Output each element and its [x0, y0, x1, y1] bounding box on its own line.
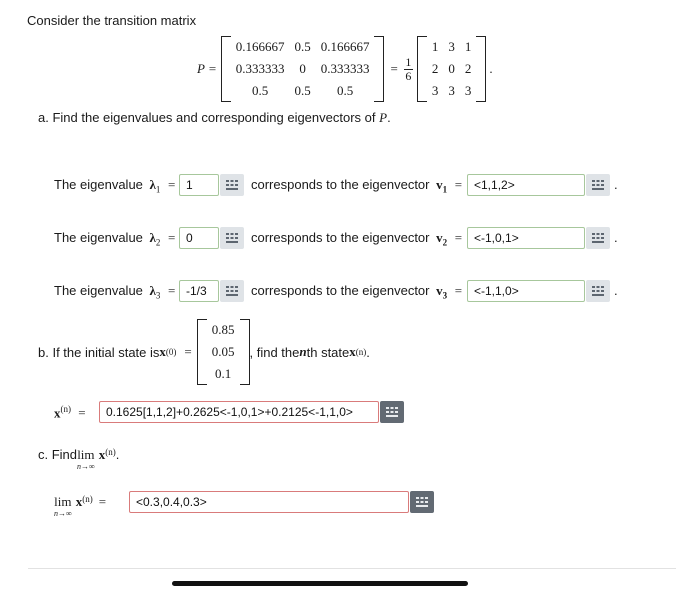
eigenvalue-keypad-button[interactable]	[220, 174, 244, 196]
matrix-cell: 0.333333	[235, 61, 285, 76]
xn-keypad-button[interactable]	[380, 401, 404, 423]
matrix-cell: 2	[464, 61, 472, 76]
corresponds-label: corresponds to the eigenvector $v_2$ =	[251, 230, 463, 248]
eigenvalue-input[interactable]: 0	[179, 227, 219, 249]
home-indicator	[172, 581, 468, 586]
eigenvector-keypad-button[interactable]	[586, 174, 610, 196]
matrix-cell: 0.5	[294, 83, 311, 98]
xn-label: $x^{(n)}$ =	[54, 404, 86, 421]
keypad-icon	[592, 180, 604, 190]
eigenvalue-keypad-button[interactable]	[220, 280, 244, 302]
limit-label: lim n→∞ x $^{(n)}$ =	[54, 494, 107, 518]
matrix-cell: 0.05	[211, 344, 235, 359]
matrix-cell: 0.166667	[320, 39, 370, 54]
equals-sign: =	[390, 61, 398, 76]
eigenvalue-input[interactable]: 1	[179, 174, 219, 196]
matrix-end: .	[489, 61, 493, 76]
row-end: .	[614, 177, 618, 192]
keypad-icon	[226, 233, 238, 243]
corresponds-label: corresponds to the eigenvector $v_3$ =	[251, 283, 463, 301]
eigenvalue-input[interactable]: -1/3	[179, 280, 219, 302]
divider	[28, 568, 676, 569]
eigenvector-input[interactable]: <1,1,2>	[467, 174, 585, 196]
intro-text: Consider the transition matrix	[27, 13, 197, 28]
matrix-cell: 0.5	[251, 83, 269, 98]
eigenvector-input[interactable]: <-1,1,0>	[467, 280, 585, 302]
matrix-P	[221, 36, 385, 102]
matrix-cell: 1	[464, 39, 472, 54]
matrix-cell: 0.333333	[320, 61, 370, 76]
part-a-prompt: a. Find the eigenvalues and corresponding eigenvectors of P.	[38, 110, 391, 125]
matrix-int	[417, 36, 487, 102]
limit-keypad-button[interactable]	[410, 491, 434, 513]
matrix-cell: 3	[464, 83, 472, 98]
eigenvector-input[interactable]: <-1,0,1>	[467, 227, 585, 249]
part-b-prompt: b. If the initial state is x (0) = 0.85 0.05 0.1 , find the n th state x (n) .	[38, 323, 370, 381]
keypad-icon	[592, 233, 604, 243]
eigenvector-keypad-button[interactable]	[586, 280, 610, 302]
keypad-icon	[226, 180, 238, 190]
keypad-icon	[592, 286, 604, 296]
corresponds-label: corresponds to the eigenvector $v_1$ =	[251, 177, 463, 195]
matrix-lhs: P =	[197, 61, 217, 76]
part-c-prompt: c. Find lim n→∞ x $^{(n)}$ .	[38, 447, 120, 471]
xn-answer-input[interactable]: 0.1625[1,1,2]+0.2625<-1,0,1>+0.2125<-1,1,0>	[99, 401, 379, 423]
row-end: .	[614, 283, 618, 298]
fraction-numerator: 1	[405, 54, 412, 69]
matrix-cell: 2	[431, 61, 439, 76]
eigenvalue-label: The eigenvalue $\lambda_1$ =	[54, 177, 176, 195]
keypad-icon	[226, 286, 238, 296]
matrix-cell: 3	[448, 83, 455, 98]
keypad-icon	[416, 497, 428, 507]
initial-state-vector	[197, 319, 250, 385]
matrix-cell: 1	[431, 39, 439, 54]
matrix-cell: 0.5	[294, 39, 311, 54]
matrix-cell: 0	[299, 61, 306, 76]
limit-answer-input[interactable]: <0.3,0.4,0.3>	[129, 491, 409, 513]
matrix-cell: 3	[431, 83, 439, 98]
matrix-cell: 0.5	[336, 83, 354, 98]
eigenvalue-label: The eigenvalue $\lambda_3$ =	[54, 283, 176, 301]
keypad-icon	[386, 407, 398, 417]
eigenvalue-keypad-button[interactable]	[220, 227, 244, 249]
fraction	[404, 56, 413, 83]
matrix-cell: 0.85	[211, 322, 235, 337]
matrix-equation	[197, 40, 493, 98]
eigenvalue-label: The eigenvalue $\lambda_2$ =	[54, 230, 176, 248]
matrix-cell: 0.1	[215, 366, 232, 381]
matrix-cell: 0.166667	[235, 39, 285, 54]
eigenvector-keypad-button[interactable]	[586, 227, 610, 249]
fraction-denominator: 6	[405, 68, 412, 83]
row-end: .	[614, 230, 618, 245]
matrix-cell: 3	[448, 39, 455, 54]
matrix-cell: 0	[448, 61, 455, 76]
